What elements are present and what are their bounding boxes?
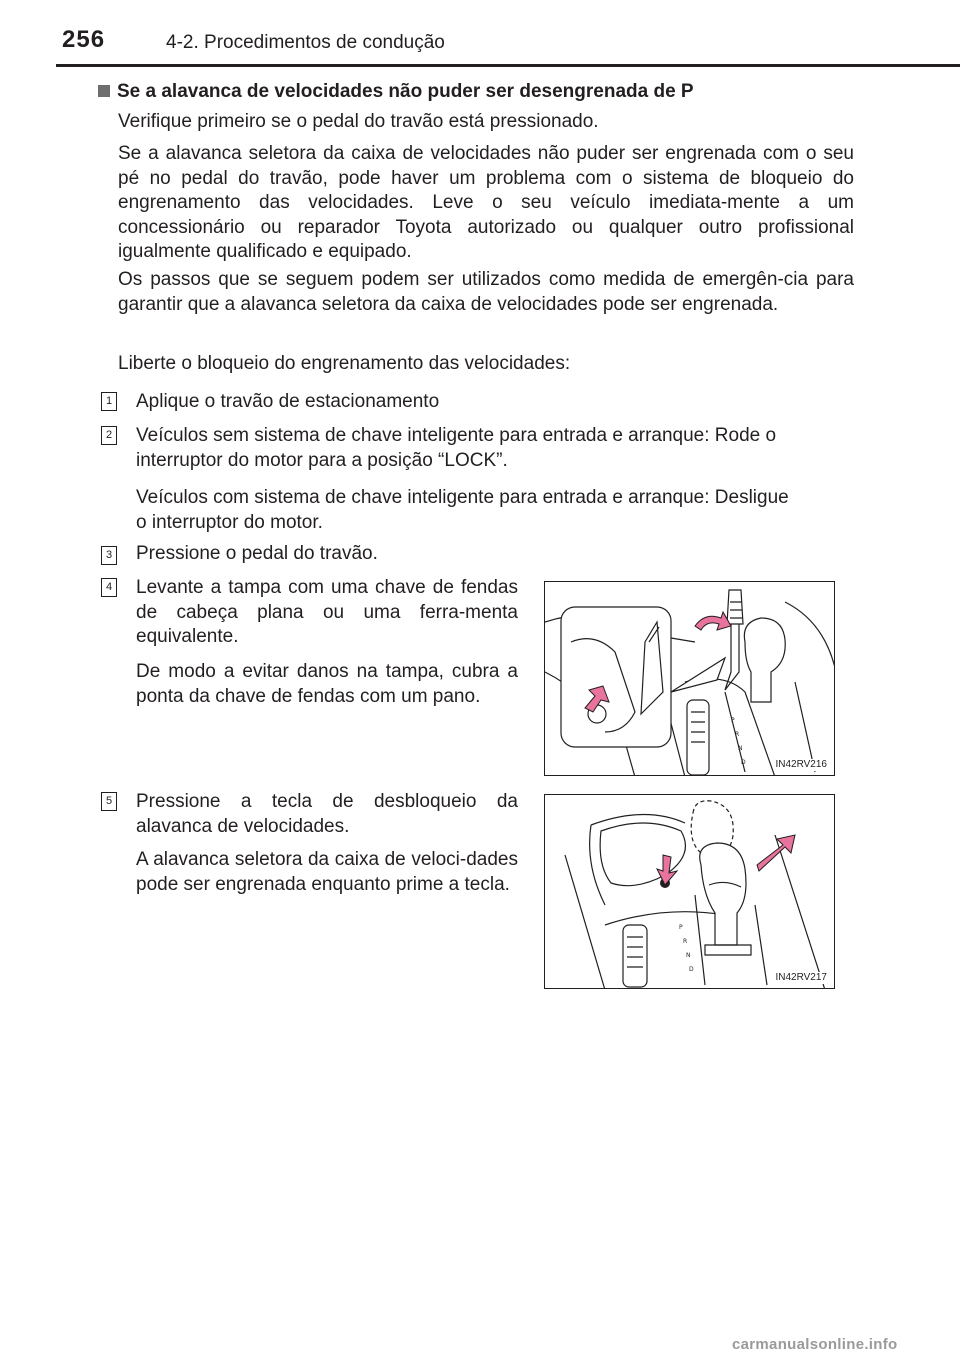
lift-arrow-icon (695, 612, 731, 630)
step-3-text: Pressione o pedal do travão. (136, 543, 378, 564)
page-number: 256 (62, 26, 106, 53)
step-4-text-a: Levante a tampa com uma chave de fendas de cabeça plana ou uma ferra-menta equivalente. (136, 577, 518, 647)
step-number-1: 1 (101, 392, 117, 411)
heading-text: Se a alavanca de velocidades não puder ser desengrenada de P (117, 81, 694, 102)
step-number-5: 5 (101, 792, 117, 811)
step-5-text-a: Pressione a tecla de desbloqueio da alavanca de velocidades. (136, 791, 518, 837)
header-divider (56, 64, 960, 67)
paragraph-release-lock: Liberte o bloqueio do engrenamento das velocidades: (118, 353, 571, 374)
shift-direction-arrow-icon (757, 835, 795, 871)
svg-text:P: P (679, 924, 683, 931)
page-header (0, 0, 960, 66)
section-title: 4-2. Procedimentos de condução (166, 32, 445, 53)
paragraph-emergency: Os passos que se seguem podem ser utilizados como medida de emergên-cia para garantir que a alavanca seletora da caixa de velocidades pode ser engrenada. (118, 269, 854, 315)
figure-release-button (544, 794, 835, 989)
svg-text:R: R (683, 938, 688, 945)
svg-text:D: D (689, 966, 694, 973)
watermark-text: carmanualsonline.info (732, 1336, 898, 1353)
step-number-2: 2 (101, 426, 117, 445)
svg-text:D: D (741, 759, 746, 766)
paragraph-check-brake: Verifique primeiro se o pedal do travão está pressionado. (118, 111, 599, 132)
svg-text:R: R (735, 731, 740, 738)
step-5-text-b: A alavanca seletora da caixa de veloci-dades pode ser engrenada enquanto prime a tecla. (136, 849, 518, 895)
step-number-3: 3 (101, 546, 117, 565)
square-bullet-icon (98, 85, 110, 97)
subsection-heading (98, 80, 868, 104)
step-1-text: Aplique o travão de estacionamento (136, 391, 440, 412)
illustration-screwdriver-cover (545, 582, 835, 776)
svg-text:P: P (731, 717, 735, 724)
step-number-4: 4 (101, 578, 117, 597)
illustration-shift-lever (545, 795, 835, 989)
paragraph-lock-problem: Se a alavanca seletora da caixa de velocidades não puder ser engrenada com o seu pé no pedal do travão, pode haver um problema com o sistema de bloqueio do engrenamento das velocidades. Leve o seu veículo imediata-mente a um concessionário ou reparador Toyota autorizado ou qualquer outro profissional igualmente qualificado e equipado. (118, 143, 854, 262)
press-button-arrow-icon (657, 855, 677, 885)
step-2-text-a: Veículos sem sistema de chave inteligente para entrada e arranque: Rode o interruptor do motor para a posição “LOCK”. (136, 425, 777, 471)
figure-code: IN42RV217 (775, 972, 827, 983)
figure-code: IN42RV216 (775, 759, 827, 770)
step-2-text-b: Veículos com sistema de chave inteligente para entrada e arranque: Desligue o interruptor do motor. (136, 487, 789, 533)
step-4-text-b: De modo a evitar danos na tampa, cubra a ponta da chave de fendas com um pano. (136, 661, 518, 707)
svg-text:N: N (686, 952, 691, 959)
svg-text:N: N (738, 745, 743, 752)
figure-lift-cover (544, 581, 835, 776)
